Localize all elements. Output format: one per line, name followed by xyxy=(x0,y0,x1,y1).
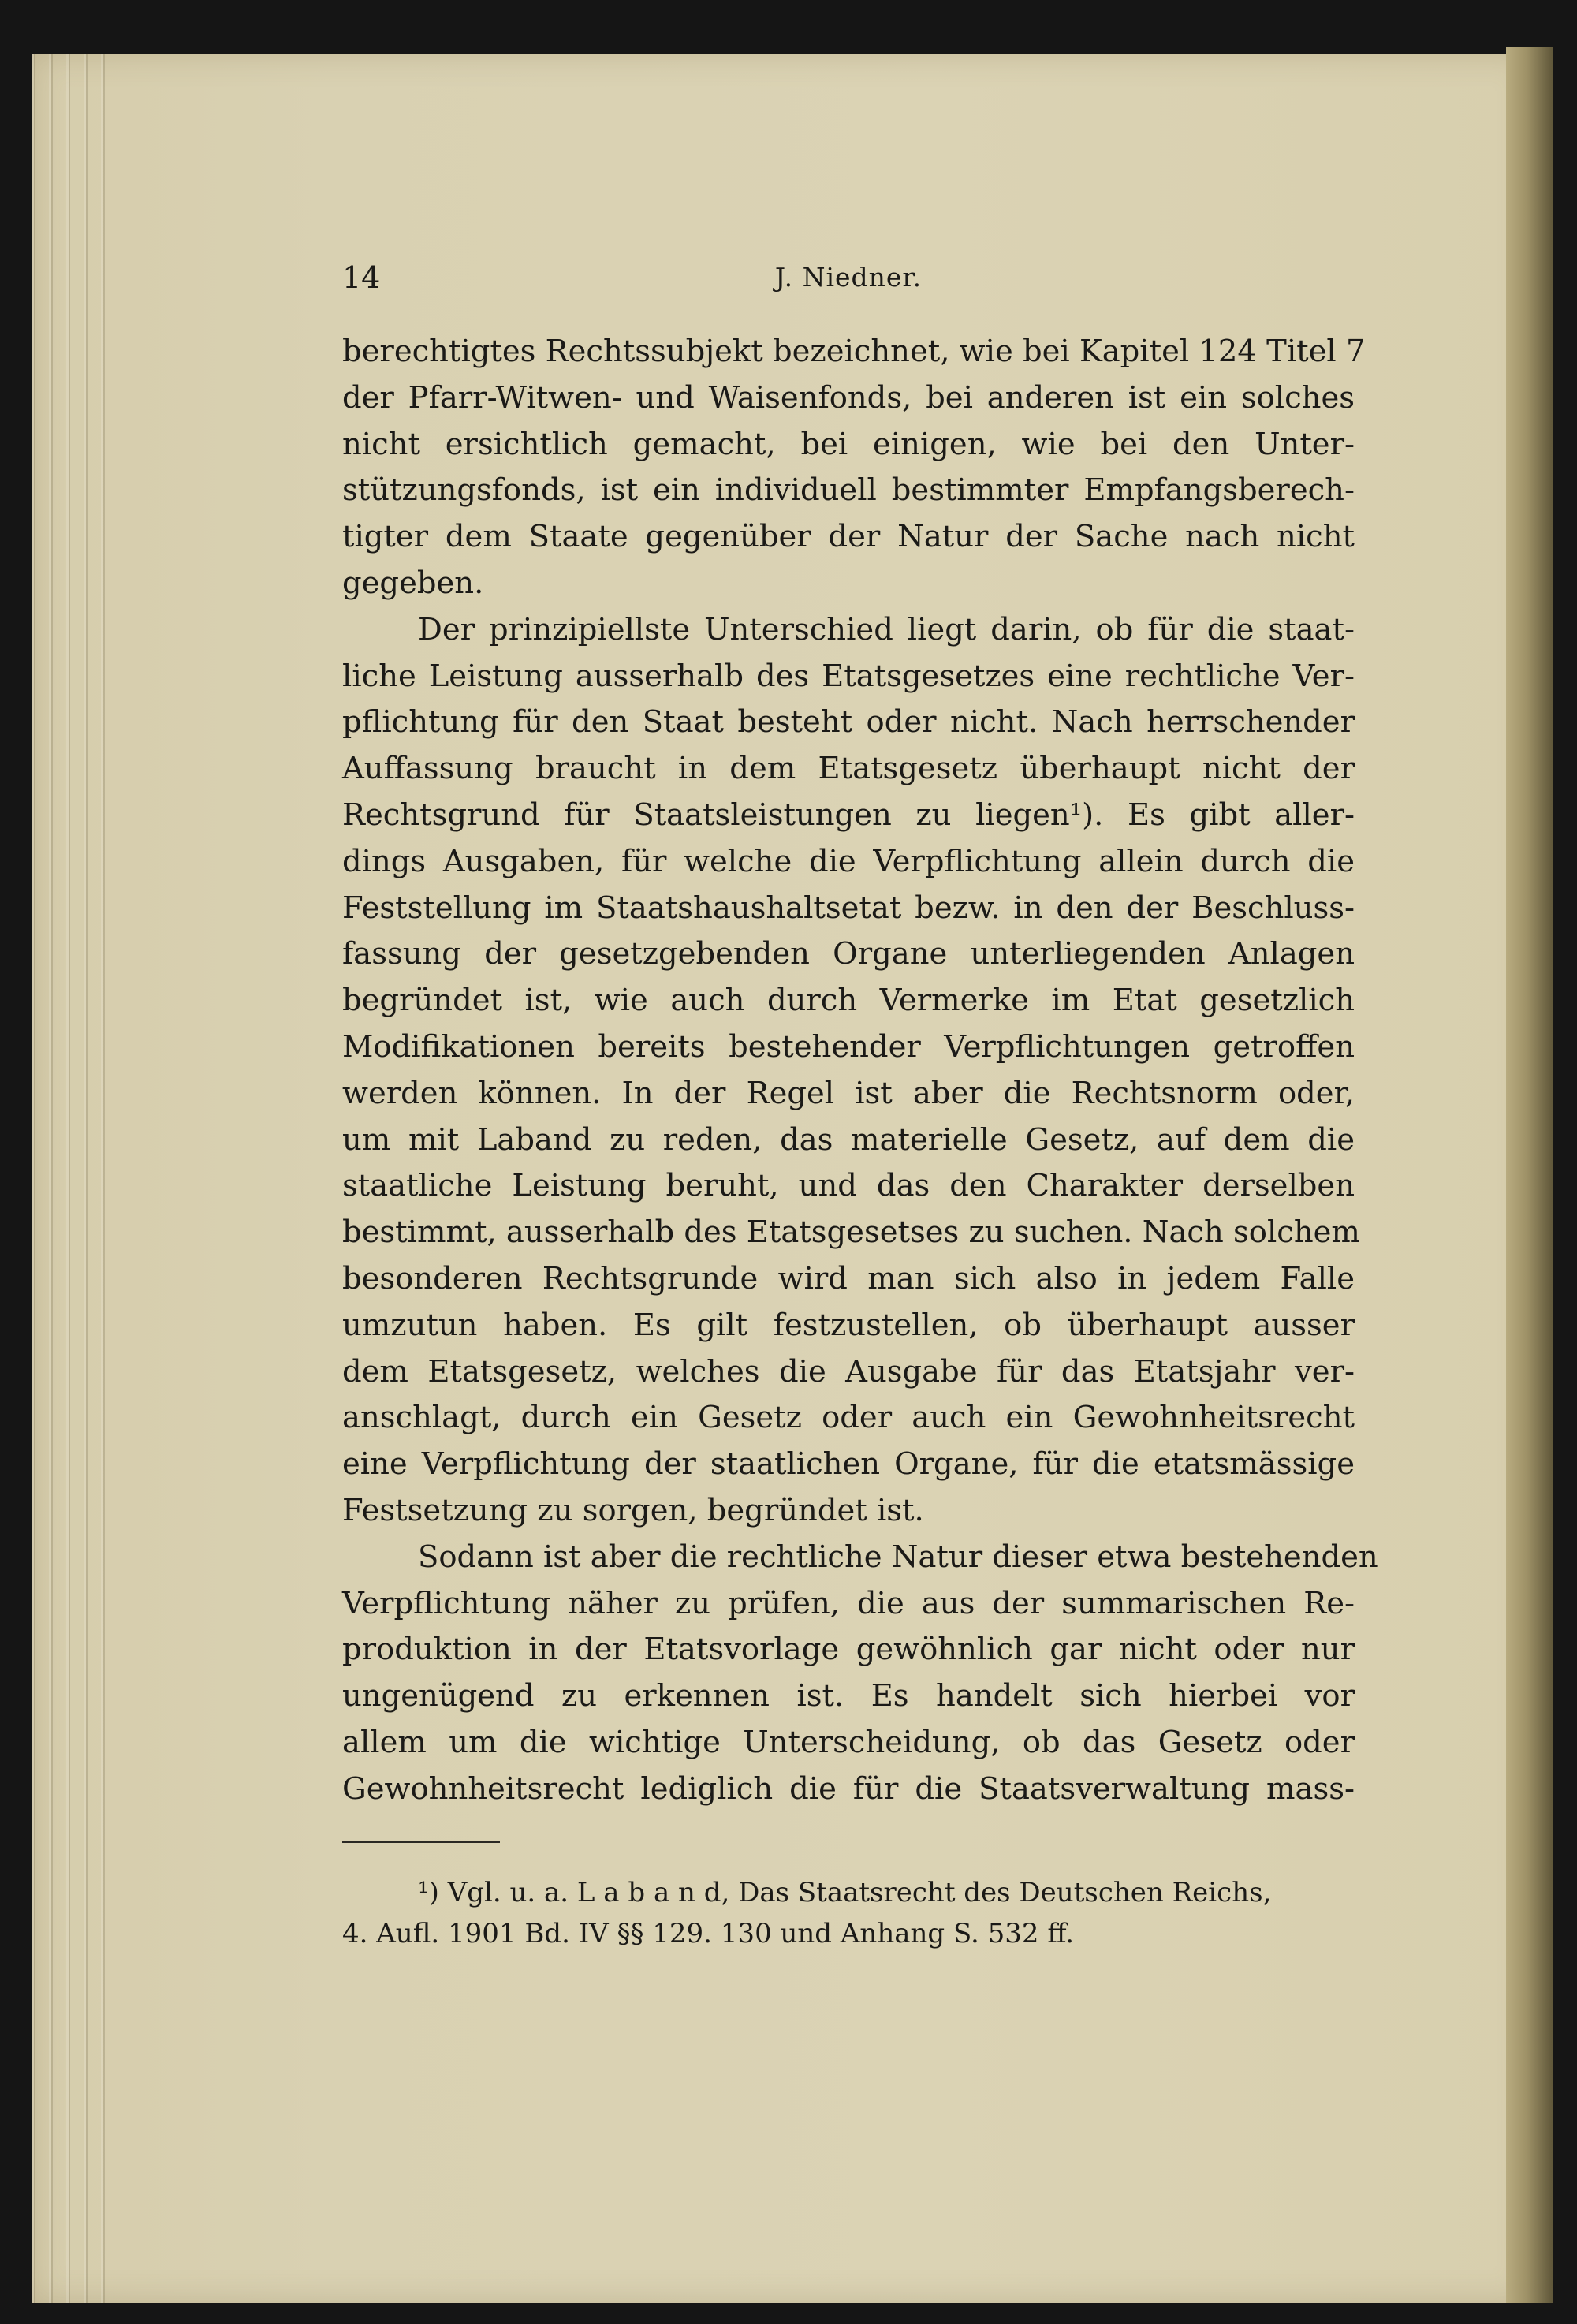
text-line: fassung der gesetzgebenden Organe unterliegenden Anlagen xyxy=(342,936,1355,972)
text-line: dem Etatsgesetz, welches die Ausgabe für das Etatsjahr ver- xyxy=(342,1353,1355,1390)
text-line: stützungsfonds, ist ein individuell bestimmter Empfangsberech- xyxy=(342,472,1355,509)
text-line: tigter dem Staate gegenüber der Natur der Sache nach nicht xyxy=(342,519,1355,555)
page-stack-edge-left xyxy=(32,54,110,2303)
text-line: allem um die wichtige Unterscheidung, ob das Gesetz oder xyxy=(342,1724,1355,1760)
text-line: ungenügend zu erkennen ist. Es handelt sich hierbei vor xyxy=(342,1678,1355,1714)
text-line: Modifikationen bereits bestehender Verpflichtungen getroffen xyxy=(342,1028,1355,1065)
text-line: pflichtung für den Staat besteht oder nicht. Nach herrschender xyxy=(342,704,1355,740)
text-line: gegeben. xyxy=(342,565,484,601)
text-line: berechtigtes Rechtssubjekt bezeichnet, wie bei Kapitel 124 Titel 7 xyxy=(342,334,1366,369)
footnote-rule xyxy=(342,1841,500,1843)
text-line: begründet ist, wie auch durch Vermerke im Etat gesetzlich xyxy=(342,983,1355,1019)
page-number: 14 xyxy=(342,260,381,295)
text-line: umzutun haben. Es gilt festzustellen, ob überhaupt ausser xyxy=(342,1307,1355,1343)
text-line: besonderen Rechtsgrunde wird man sich also in jedem Falle xyxy=(342,1260,1355,1296)
text-line: Rechtsgrund für Staatsleistungen zu liegen¹). Es gibt aller- xyxy=(342,796,1355,833)
text-line: anschlagt, durch ein Gesetz oder auch ein Gewohnheitsrecht xyxy=(342,1400,1355,1436)
text-line: dings Ausgaben, für welche die Verpflichtung allein durch die xyxy=(342,843,1355,879)
running-head: J. Niedner. xyxy=(774,262,923,293)
text-line: liche Leistung ausserhalb des Etatsgesetzes eine rechtliche Ver- xyxy=(342,658,1355,694)
text-line: Festsetzung zu sorgen, begründet ist. xyxy=(342,1492,924,1528)
text-line: Der prinzipiellste Unterschied liegt darin, ob für die staat- xyxy=(418,611,1355,647)
text-line: der Pfarr-Witwen- und Waisenfonds, bei anderen ist ein solches xyxy=(342,379,1355,416)
page-header xyxy=(342,260,1355,300)
text-line: eine Verpflichtung der staatlichen Organe, für die etatsmässige xyxy=(342,1446,1355,1483)
footnote xyxy=(342,1872,1355,1954)
body-text xyxy=(342,329,1378,1813)
text-line: staatliche Leistung beruht, und das den Charakter derselben xyxy=(342,1168,1355,1204)
page-stack-edge-right xyxy=(1506,47,1553,2303)
text-line: um mit Laband zu reden, das materielle Gesetz, auf dem die xyxy=(342,1121,1355,1158)
footnote-line: 4. Aufl. 1901 Bd. IV §§ 129. 130 und Anhang S. 532 ff. xyxy=(342,1918,1075,1949)
text-line: bestimmt, ausserhalb des Etatsgesetses zu suchen. Nach solchem xyxy=(342,1214,1360,1251)
text-line: produktion in der Etatsvorlage gewöhnlich gar nicht oder nur xyxy=(342,1632,1355,1668)
text-line: nicht ersichtlich gemacht, bei einigen, wie bei den Unter- xyxy=(342,426,1355,462)
text-line: Gewohnheitsrecht lediglich die für die Staatsverwaltung mass- xyxy=(342,1770,1355,1807)
text-line: Verpflichtung näher zu prüfen, die aus der summarischen Re- xyxy=(342,1585,1355,1621)
text-line: Sodann ist aber die rechtliche Natur dieser etwa bestehenden xyxy=(418,1539,1378,1575)
text-line: werden können. In der Regel ist aber die Rechtsnorm oder, xyxy=(342,1075,1355,1111)
text-line: Auffassung braucht in dem Etatsgesetz überhaupt nicht der xyxy=(342,751,1355,787)
text-line: Feststellung im Staatshaushaltsetat bezw. in den der Beschluss- xyxy=(342,890,1355,926)
footnote-line: ¹) Vgl. u. a. L a b a n d, Das Staatsrecht des Deutschen Reichs, xyxy=(418,1877,1272,1908)
